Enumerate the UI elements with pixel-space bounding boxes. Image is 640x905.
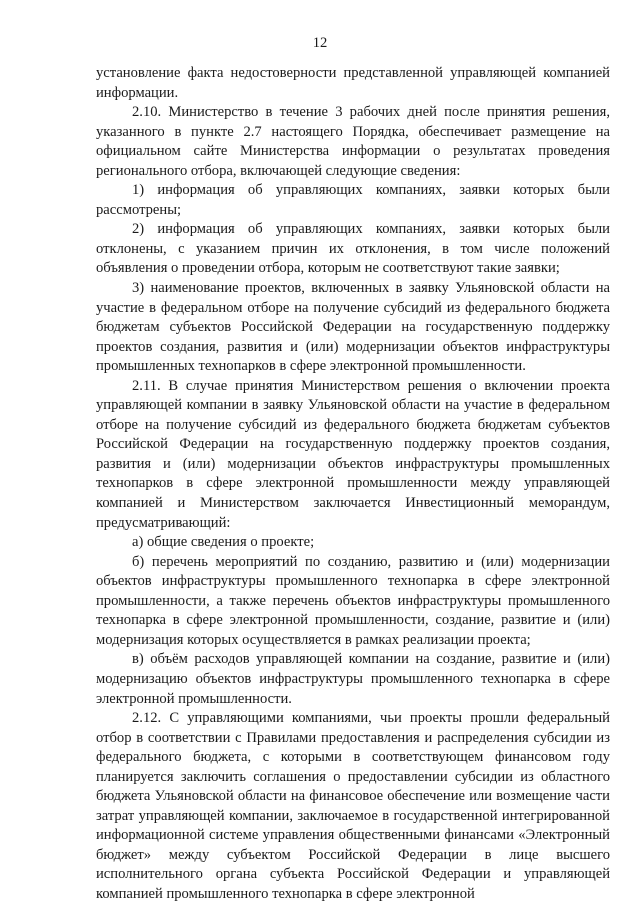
list-item-1: 1) информация об управляющих компаниях, заявки которых были рассмотрены; xyxy=(96,182,610,218)
paragraph-2-11: 2.11. В случае принятия Министерством решения о включении проекта управляющей компании в заявку Ульяновской области на участие в федеральном отборе на получение субсидий из федерального бюджета бюджетам субъектов Российской Федерации на государственную поддержку проектов создания, развития и (или) модернизации объектов инфраструктуры промышленных технопарков в сфере электронной промышленности между управляющей компанией и Министерством заключается Инвестиционный меморандум, предусматривающий: xyxy=(96,377,610,531)
list-item-a: а) общие сведения о проекте; xyxy=(132,534,315,551)
list-item-v: в) объём расходов управляющей компании на создание, развитие и (или) модернизацию объектов инфраструктуры промышленного технопарка в сфере электронной промышленности. xyxy=(96,651,610,707)
list-item-3: 3) наименование проектов, включенных в заявку Ульяновской области на участие в федеральном отборе на получение субсидий из федерального бюджета бюджетам субъектов Российской Федерации на государственную поддержку проектов создания, развития и (или) модернизации объектов инфраструктуры промышленных технопарков в сфере электронной промышленности. xyxy=(96,280,610,375)
paragraph-2-10: 2.10. Министерство в течение 3 рабочих дней после принятия решения, указанного в пункте 2.7 настоящего Порядка, обеспечивает размещение на официальном сайте Министерства информации о результатах проведения регионального отбора, включающей следующие сведения: xyxy=(96,104,610,179)
page-number: 12 xyxy=(312,35,328,51)
document-body xyxy=(96,64,610,905)
list-item-b: б) перечень мероприятий по созданию, развитию и (или) модернизации объектов инфраструктуры промышленного технопарка в сфере электронной промышленности, а также перечень объектов инфраструктуры промышленного технопарка в сфере электронной промышленности, создание, развитие и (или) модернизация которых осуществляется в рамках реализации проекта; xyxy=(96,553,610,648)
paragraph-continuation: установление факта недостоверности представленной управляющей компанией информации. xyxy=(96,65,610,101)
paragraph-2-12: 2.12. С управляющими компаниями, чьи проекты прошли федеральный отбор в соответствии с Правилами предоставления и распределения субсидии из федерального бюджета, с которыми в соответствующем финансовом году планируется заключить соглашения о предоставлении субсидии из областного бюджета Ульяновской области на финансовое обеспечение или возмещение части затрат управляющей компании, заключаемое в государственной интегрированной информационной системе управления общественными финансами «Электронный бюджет» между субъектом Российской Федерации в лице высшего исполнительного органа субъекта Российской Федерации и управляющей компанией промышленного технопарка в сфере электронной xyxy=(96,710,610,902)
list-item-2: 2) информация об управляющих компаниях, заявки которых были отклонены, с указанием причин их отклонения, в том числе положений объявления о проведении отбора, которым не соответствуют такие заявки; xyxy=(96,221,610,277)
